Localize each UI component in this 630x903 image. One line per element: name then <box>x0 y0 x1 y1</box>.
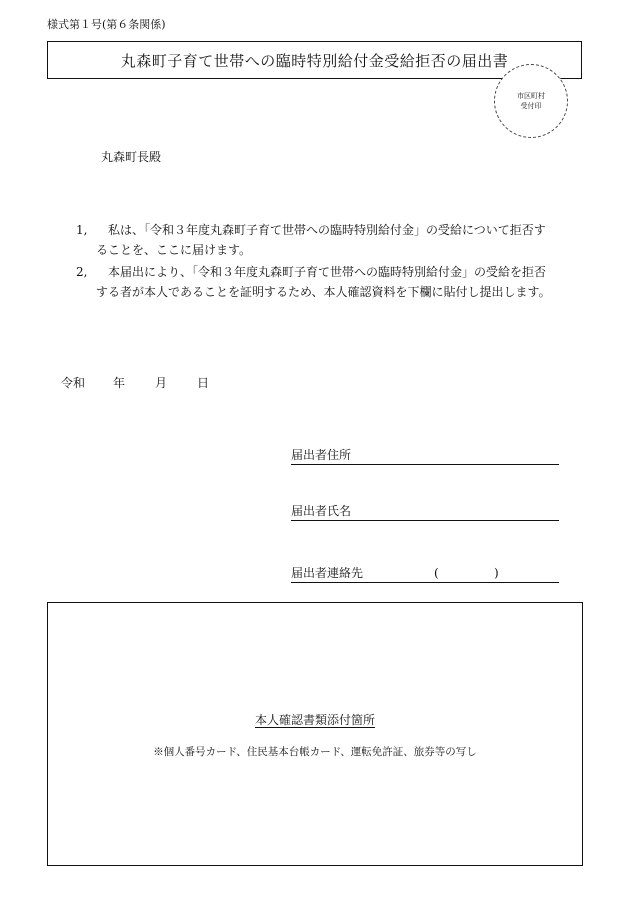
id-document-attachment-area[interactable] <box>47 602 583 866</box>
attachment-title <box>48 711 582 728</box>
reception-seal-area <box>494 64 568 138</box>
date-row <box>61 374 209 391</box>
addressee: 丸森町長殿 <box>101 150 162 164</box>
date-day[interactable]: 日 <box>197 376 210 390</box>
seal-label-line2: 受付印 <box>520 102 542 110</box>
contact-paren-open: ( <box>434 566 439 580</box>
address-label: 届出者住所 <box>291 448 352 462</box>
name-label: 届出者氏名 <box>291 504 352 518</box>
seal-label-line1: 市区町村 <box>517 92 545 100</box>
document-title-text: 丸森町子育て世帯への臨時特別給付金受給拒否の届出書 <box>120 51 509 70</box>
name-field[interactable] <box>291 502 559 521</box>
form-number: 様式第１号(第６条関係) <box>47 18 166 31</box>
item-number: 2, <box>76 265 88 279</box>
item-text: 私は、「令和３年度丸森町子育て世帯への臨時特別給付金」の受給について拒否することを、ここに届けます。 <box>96 223 546 257</box>
item-text: 本届出により、「令和３年度丸森町子育て世帯への臨時特別給付金」の受給を拒否する者が本人であることを証明するため、本人確認資料を下欄に貼付し提出します。 <box>96 265 551 299</box>
contact-paren-close: ) <box>494 566 499 580</box>
date-month[interactable]: 月 <box>155 376 168 390</box>
date-era: 令和 <box>61 376 86 390</box>
item-number: 1, <box>76 223 88 237</box>
contact-label: 届出者連絡先 <box>291 566 364 580</box>
date-year[interactable]: 年 <box>113 376 126 390</box>
statement-item-1 <box>76 220 566 262</box>
attachment-note: ※個人番号カード、住民基本台帳カード、運転免許証、旅券等の写し <box>153 746 477 758</box>
contact-field[interactable] <box>291 564 559 583</box>
attachment-title-text: 本人確認書類添付箇所 <box>254 713 375 727</box>
address-field[interactable] <box>291 446 559 465</box>
statement-item-2 <box>76 262 566 324</box>
document-title <box>47 41 582 79</box>
